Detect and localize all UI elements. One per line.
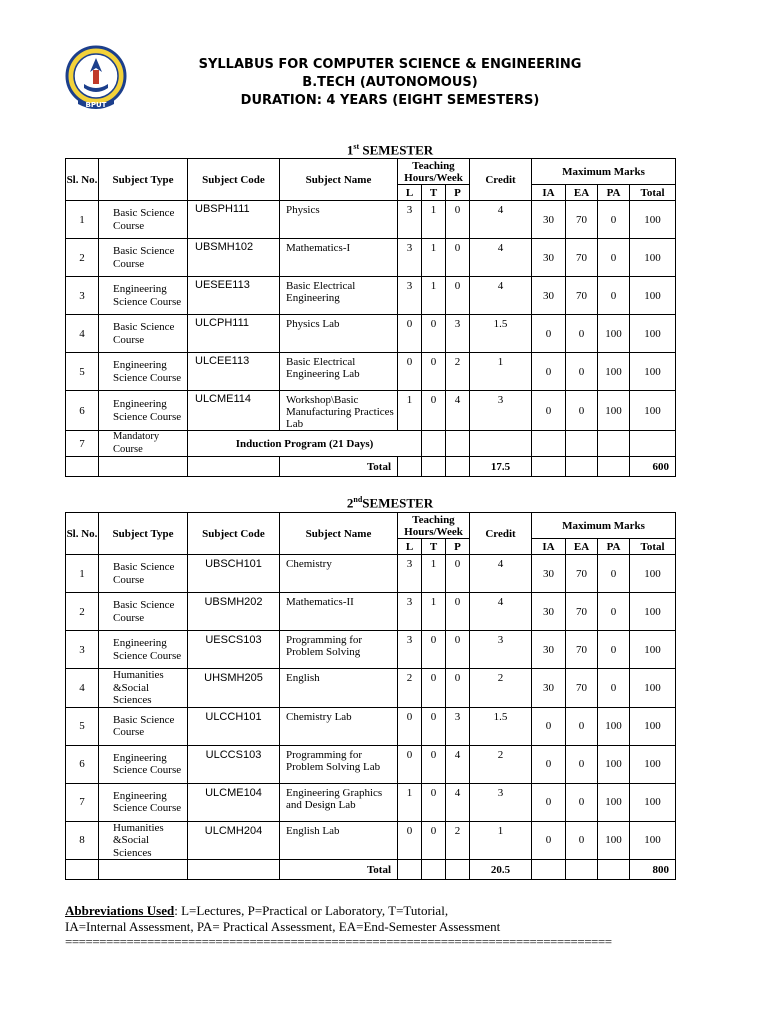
cell-ea: 70: [566, 239, 598, 277]
cell-t: 0: [422, 707, 446, 745]
cell-p: 3: [446, 315, 470, 353]
cell-t: 0: [422, 821, 446, 860]
empty-cell: [188, 457, 280, 477]
cell-pa: 100: [598, 745, 630, 783]
cell-subject-type: Basic Science Course: [99, 707, 188, 745]
cell-total: 100: [630, 669, 676, 708]
cell-t: 1: [422, 239, 446, 277]
cell-sl: 3: [66, 631, 99, 669]
col-max-marks: Maximum Marks: [532, 513, 676, 539]
empty-cell: [99, 860, 188, 880]
cell-l: 3: [398, 201, 422, 239]
cell-subject-type: Engineering Science Course: [99, 745, 188, 783]
cell-subject-code: ULCCS103: [188, 745, 280, 783]
cell-sl: 4: [66, 315, 99, 353]
table-row: [66, 745, 676, 783]
cell-subject-type: Engineering Science Course: [99, 353, 188, 391]
cell-induction-program: Induction Program (21 Days): [188, 431, 422, 457]
abbreviations: [65, 903, 685, 935]
cell-subject-name: Physics Lab: [280, 315, 398, 353]
table-row-total: [66, 457, 676, 477]
semester-2-title: 2ndSEMESTER: [346, 495, 434, 511]
table-row: [66, 821, 676, 860]
empty-cell: [422, 860, 446, 880]
table-row: [66, 277, 676, 315]
table-row: [66, 315, 676, 353]
cell-t: 1: [422, 593, 446, 631]
empty-cell: [470, 431, 532, 457]
header-duration: DURATION: 4 YEARS (EIGHT SEMESTERS): [240, 93, 540, 108]
empty-cell: [398, 860, 422, 880]
table-row: [66, 201, 676, 239]
cell-sl: 7: [66, 431, 99, 457]
cell-l: 1: [398, 391, 422, 431]
empty-cell: [532, 431, 566, 457]
cell-subject-name: Physics: [280, 201, 398, 239]
col-credit: Credit: [470, 159, 532, 201]
cell-subject-code: ULCME104: [188, 783, 280, 821]
cell-p: 0: [446, 555, 470, 593]
empty-cell: [446, 860, 470, 880]
cell-t: 0: [422, 669, 446, 708]
table-row: [66, 707, 676, 745]
cell-subject-code: UHSMH205: [188, 669, 280, 708]
empty-cell: [532, 457, 566, 477]
cell-credit: 1: [470, 353, 532, 391]
table-row-total: [66, 860, 676, 880]
logo-text: BPUT: [85, 101, 107, 109]
cell-pa: 100: [598, 391, 630, 431]
cell-subject-type: Engineering Science Course: [99, 277, 188, 315]
cell-total: 100: [630, 315, 676, 353]
cell-pa: 0: [598, 239, 630, 277]
cell-credit: 1.5: [470, 315, 532, 353]
total-credit: 20.5: [470, 860, 532, 880]
col-total: Total: [630, 185, 676, 201]
cell-l: 2: [398, 669, 422, 708]
cell-ia: 0: [532, 391, 566, 431]
empty-cell: [446, 431, 470, 457]
cell-pa: 100: [598, 783, 630, 821]
cell-ea: 70: [566, 277, 598, 315]
table-row: [66, 353, 676, 391]
table-row: [66, 783, 676, 821]
empty-cell: [66, 860, 99, 880]
cell-l: 0: [398, 353, 422, 391]
table-row: [66, 555, 676, 593]
cell-ea: 0: [566, 707, 598, 745]
cell-sl: 2: [66, 239, 99, 277]
cell-credit: 1: [470, 821, 532, 860]
cell-ea: 70: [566, 555, 598, 593]
cell-total: 100: [630, 201, 676, 239]
col-max-marks: Maximum Marks: [532, 159, 676, 185]
cell-ia: 30: [532, 201, 566, 239]
col-ia: IA: [532, 185, 566, 201]
cell-total: 100: [630, 593, 676, 631]
cell-t: 0: [422, 391, 446, 431]
cell-ia: 30: [532, 631, 566, 669]
empty-cell: [66, 457, 99, 477]
empty-cell: [598, 457, 630, 477]
cell-sl: 3: [66, 277, 99, 315]
abbreviations-line2: IA=Internal Assessment, PA= Practical Assessment, EA=End-Semester Assessment: [65, 919, 501, 934]
cell-ea: 70: [566, 201, 598, 239]
empty-cell: [566, 457, 598, 477]
semester-2-table: [65, 512, 676, 880]
cell-total: 100: [630, 555, 676, 593]
col-ea: EA: [566, 539, 598, 555]
col-code: Subject Code: [188, 159, 280, 201]
cell-p: 0: [446, 277, 470, 315]
cell-ea: 0: [566, 783, 598, 821]
cell-l: 3: [398, 555, 422, 593]
cell-l: 1: [398, 783, 422, 821]
cell-t: 0: [422, 783, 446, 821]
cell-total: 100: [630, 277, 676, 315]
col-name: Subject Name: [280, 513, 398, 555]
cell-ea: 0: [566, 353, 598, 391]
cell-credit: 4: [470, 277, 532, 315]
cell-pa: 100: [598, 353, 630, 391]
cell-ia: 30: [532, 277, 566, 315]
empty-cell: [598, 431, 630, 457]
col-total: Total: [630, 539, 676, 555]
cell-pa: 100: [598, 707, 630, 745]
col-credit: Credit: [470, 513, 532, 555]
cell-l: 3: [398, 239, 422, 277]
cell-p: 3: [446, 707, 470, 745]
cell-ea: 70: [566, 631, 598, 669]
cell-credit: 4: [470, 593, 532, 631]
col-p: P: [446, 185, 470, 201]
cell-subject-name: English: [280, 669, 398, 708]
cell-sl: 4: [66, 669, 99, 708]
university-logo: [64, 44, 128, 114]
col-p: P: [446, 539, 470, 555]
cell-credit: 4: [470, 239, 532, 277]
semester-1-table: [65, 158, 676, 477]
cell-sl: 6: [66, 745, 99, 783]
empty-cell: [188, 860, 280, 880]
cell-t: 0: [422, 353, 446, 391]
total-credit: 17.5: [470, 457, 532, 477]
cell-subject-name: Chemistry: [280, 555, 398, 593]
cell-subject-code: UBSCH101: [188, 555, 280, 593]
cell-pa: 100: [598, 821, 630, 860]
cell-subject-type: Basic Science Course: [99, 315, 188, 353]
cell-total: 100: [630, 631, 676, 669]
cell-subject-name: Mathematics-II: [280, 593, 398, 631]
col-l: L: [398, 539, 422, 555]
cell-ea: 0: [566, 821, 598, 860]
cell-total: 100: [630, 353, 676, 391]
table-row: [66, 239, 676, 277]
cell-l: 0: [398, 745, 422, 783]
cell-subject-code: ULCPH111: [188, 315, 280, 353]
cell-credit: 3: [470, 391, 532, 431]
cell-pa: 0: [598, 631, 630, 669]
cell-p: 0: [446, 669, 470, 708]
col-ea: EA: [566, 185, 598, 201]
col-teaching: Teaching Hours/Week: [398, 513, 470, 539]
cell-subject-code: UESCS103: [188, 631, 280, 669]
document-header: [180, 56, 600, 110]
cell-pa: 0: [598, 593, 630, 631]
col-type: Subject Type: [99, 513, 188, 555]
empty-cell: [598, 860, 630, 880]
cell-pa: 0: [598, 201, 630, 239]
cell-subject-type: Humanities &Social Sciences: [99, 821, 188, 860]
table-row: [66, 631, 676, 669]
col-sl: Sl. No.: [66, 159, 99, 201]
cell-subject-code: UESEE113: [188, 277, 280, 315]
empty-cell: [422, 457, 446, 477]
cell-subject-name: Basic Electrical Engineering: [280, 277, 398, 315]
cell-ia: 0: [532, 745, 566, 783]
cell-p: 0: [446, 593, 470, 631]
col-type: Subject Type: [99, 159, 188, 201]
cell-subject-name: Programming for Problem Solving Lab: [280, 745, 398, 783]
cell-sl: 8: [66, 821, 99, 860]
cell-ea: 0: [566, 391, 598, 431]
cell-subject-code: ULCEE113: [188, 353, 280, 391]
cell-subject-name: Chemistry Lab: [280, 707, 398, 745]
col-ia: IA: [532, 539, 566, 555]
cell-p: 0: [446, 631, 470, 669]
cell-credit: 2: [470, 669, 532, 708]
cell-subject-type: Mandatory Course: [99, 431, 188, 457]
cell-subject-code: ULCMH204: [188, 821, 280, 860]
empty-cell: [566, 431, 598, 457]
empty-cell: [398, 457, 422, 477]
cell-p: 4: [446, 391, 470, 431]
cell-subject-type: Engineering Science Course: [99, 631, 188, 669]
header-program: B.TECH (AUTONOMOUS): [302, 75, 478, 90]
cell-t: 0: [422, 745, 446, 783]
cell-l: 3: [398, 593, 422, 631]
cell-l: 0: [398, 707, 422, 745]
cell-sl: 5: [66, 707, 99, 745]
semester-1-title: 1st SEMESTER: [346, 142, 434, 158]
cell-sl: 7: [66, 783, 99, 821]
cell-subject-code: UBSMH202: [188, 593, 280, 631]
cell-l: 3: [398, 277, 422, 315]
cell-p: 4: [446, 783, 470, 821]
cell-total: 100: [630, 783, 676, 821]
cell-total: 100: [630, 707, 676, 745]
col-l: L: [398, 185, 422, 201]
total-label: Total: [280, 457, 398, 477]
cell-ia: 30: [532, 239, 566, 277]
table-row: [66, 669, 676, 708]
table-row: [66, 391, 676, 431]
cell-t: 0: [422, 315, 446, 353]
cell-ia: 0: [532, 821, 566, 860]
cell-subject-type: Basic Science Course: [99, 239, 188, 277]
cell-ea: 70: [566, 593, 598, 631]
cell-subject-name: Programming for Problem Solving: [280, 631, 398, 669]
col-teaching: Teaching Hours/Week: [398, 159, 470, 185]
cell-pa: 0: [598, 669, 630, 708]
cell-total: 100: [630, 239, 676, 277]
cell-ia: 30: [532, 555, 566, 593]
col-sl: Sl. No.: [66, 513, 99, 555]
cell-t: 0: [422, 631, 446, 669]
cell-subject-code: ULCCH101: [188, 707, 280, 745]
cell-p: 2: [446, 353, 470, 391]
abbreviations-line1: : L=Lectures, P=Practical or Laboratory, T=Tutorial,: [174, 903, 449, 918]
col-name: Subject Name: [280, 159, 398, 201]
cell-p: 0: [446, 201, 470, 239]
total-marks: 800: [630, 860, 676, 880]
cell-sl: 2: [66, 593, 99, 631]
cell-p: 4: [446, 745, 470, 783]
cell-subject-name: Mathematics-I: [280, 239, 398, 277]
cell-pa: 100: [598, 315, 630, 353]
cell-sl: 1: [66, 201, 99, 239]
empty-cell: [422, 431, 446, 457]
cell-subject-type: Basic Science Course: [99, 555, 188, 593]
cell-total: 100: [630, 821, 676, 860]
cell-ia: 0: [532, 783, 566, 821]
cell-l: 3: [398, 631, 422, 669]
cell-ia: 0: [532, 315, 566, 353]
table-row: [66, 593, 676, 631]
cell-t: 1: [422, 555, 446, 593]
empty-cell: [566, 860, 598, 880]
cell-sl: 6: [66, 391, 99, 431]
cell-l: 0: [398, 821, 422, 860]
col-pa: PA: [598, 185, 630, 201]
empty-cell: [532, 860, 566, 880]
cell-t: 1: [422, 277, 446, 315]
empty-cell: [630, 431, 676, 457]
separator-rule: ================================================================================: [65, 934, 612, 949]
cell-sl: 1: [66, 555, 99, 593]
col-t: T: [422, 185, 446, 201]
cell-pa: 0: [598, 555, 630, 593]
cell-total: 100: [630, 391, 676, 431]
cell-p: 2: [446, 821, 470, 860]
cell-credit: 4: [470, 555, 532, 593]
cell-subject-name: English Lab: [280, 821, 398, 860]
cell-ea: 0: [566, 315, 598, 353]
cell-subject-type: Basic Science Course: [99, 201, 188, 239]
col-t: T: [422, 539, 446, 555]
col-pa: PA: [598, 539, 630, 555]
cell-l: 0: [398, 315, 422, 353]
cell-ia: 30: [532, 593, 566, 631]
table-row-mandatory: [66, 431, 676, 457]
cell-subject-code: ULCME114: [188, 391, 280, 431]
cell-ia: 0: [532, 353, 566, 391]
total-marks: 600: [630, 457, 676, 477]
cell-subject-name: Engineering Graphics and Design Lab: [280, 783, 398, 821]
empty-cell: [446, 457, 470, 477]
cell-ea: 70: [566, 669, 598, 708]
cell-total: 100: [630, 745, 676, 783]
cell-pa: 0: [598, 277, 630, 315]
cell-t: 1: [422, 201, 446, 239]
header-title: SYLLABUS FOR COMPUTER SCIENCE & ENGINEERING: [198, 57, 582, 72]
cell-p: 0: [446, 239, 470, 277]
cell-subject-type: Engineering Science Course: [99, 391, 188, 431]
empty-cell: [99, 457, 188, 477]
cell-subject-code: UBSMH102: [188, 239, 280, 277]
cell-credit: 3: [470, 783, 532, 821]
cell-credit: 2: [470, 745, 532, 783]
cell-ia: 30: [532, 669, 566, 708]
cell-subject-name: Workshop\Basic Manufacturing Practices Lab: [280, 391, 398, 431]
cell-subject-type: Humanities &Social Sciences: [99, 669, 188, 708]
abbreviations-label: Abbreviations Used: [65, 903, 175, 918]
cell-subject-code: UBSPH111: [188, 201, 280, 239]
total-label: Total: [280, 860, 398, 880]
cell-subject-type: Basic Science Course: [99, 593, 188, 631]
cell-subject-name: Basic Electrical Engineering Lab: [280, 353, 398, 391]
cell-ia: 0: [532, 707, 566, 745]
cell-credit: 1.5: [470, 707, 532, 745]
cell-subject-type: Engineering Science Course: [99, 783, 188, 821]
cell-ea: 0: [566, 745, 598, 783]
cell-sl: 5: [66, 353, 99, 391]
cell-credit: 4: [470, 201, 532, 239]
cell-credit: 3: [470, 631, 532, 669]
col-code: Subject Code: [188, 513, 280, 555]
